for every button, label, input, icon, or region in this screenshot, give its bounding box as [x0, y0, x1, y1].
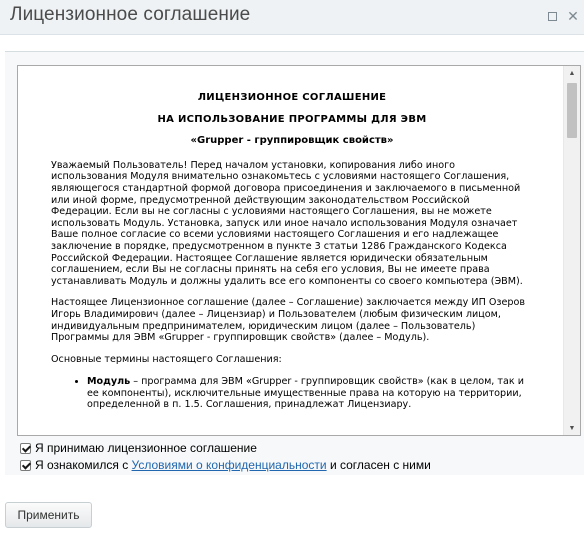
license-paragraph: Уважаемый Пользователь! Перед началом установки, копирования либо иного использования Модуля внимательно ознакомьтесь с условиями настоящего Соглашения, являющегося стандартной формой договора присоединения и заключаемого в письменной или иной форме, предусмотренной действующим законодательством Российской Федерации. Если вы не согласны с условиями настоящего Соглашения, вы не можете использовать Модуль. Установка, запуск или иное начало использования Модуля означает Ваше полное согласие со всеми условиями настоящего Соглашения и его надлежащее заключение в порядке, предусмотренном в пункте 3 статьи 1286 Гражданского Кодекса Российской Федерации. Настоящее Соглашение является юридически обязательным соглашением, если Вы не согласны принять на себя его условия, Вы не имеете права устанавливать Модуль и должны удалить все его компоненты со своего компьютера (ЭВМ).: [51, 159, 523, 287]
apply-button[interactable]: Применить: [5, 502, 92, 528]
license-heading: ЛИЦЕНЗИОННОЕ СОГЛАШЕНИЕ: [197, 92, 387, 103]
scroll-down-icon[interactable]: ▼: [568, 424, 576, 432]
vertical-scrollbar[interactable]: [563, 66, 580, 435]
accept-license-label: Я принимаю лицензионное соглашение: [35, 441, 257, 455]
privacy-label-suffix: и согласен с ними: [326, 458, 431, 472]
privacy-checkbox[interactable]: [20, 460, 31, 471]
close-icon[interactable]: ✕: [567, 8, 579, 24]
privacy-label-prefix: Я ознакомился с: [35, 458, 132, 472]
privacy-terms-link[interactable]: Условиями о конфиденциальности: [131, 458, 327, 472]
scroll-thumb[interactable]: [567, 83, 577, 138]
maximize-square: [548, 12, 557, 21]
term-definition: – программа для ЭВМ «Grupper - группировщик свойств» (как в целом, так и ее компоненты), исключительные имущественные права на которую на территории, определенной в п. 1.5. Соглашения, принадлежат Лицензиару.: [87, 376, 524, 411]
license-subheading: НА ИСПОЛЬЗОВАНИЕ ПРОГРАММЫ ДЛЯ ЭВМ: [157, 113, 427, 125]
maximize-icon[interactable]: [545, 9, 559, 23]
terms-list: [51, 376, 533, 411]
term-name: Модуль: [87, 376, 131, 388]
license-paragraph: Основные термины настоящего Соглашения:: [51, 353, 282, 365]
scroll-up-icon[interactable]: ▲: [568, 69, 576, 77]
dialog-footer: [0, 495, 584, 533]
dialog-titlebar: [0, 0, 584, 35]
license-text-frame[interactable]: [17, 65, 581, 436]
list-item: [87, 376, 533, 411]
privacy-agreement-row[interactable]: [20, 458, 431, 472]
license-paragraph: Настоящее Лицензионное соглашение (далее – Соглашение) заключается между ИП Озеров Игорь Владимирович (далее – Лицензиар) и Пользователем (любым физическим лицом, индивидуальным предпринимателем, юридическим лицом (далее – Пользователь) Программы для ЭВМ «Grupper - группировщик свойств» (далее – Модуль).: [51, 297, 526, 344]
dialog-title: Лицензионное соглашение: [10, 4, 251, 25]
accept-license-row[interactable]: [20, 441, 257, 455]
license-text: [18, 66, 563, 435]
accept-license-checkbox[interactable]: [20, 443, 31, 454]
license-product-name: «Grupper - группировщик свойств»: [190, 135, 394, 147]
